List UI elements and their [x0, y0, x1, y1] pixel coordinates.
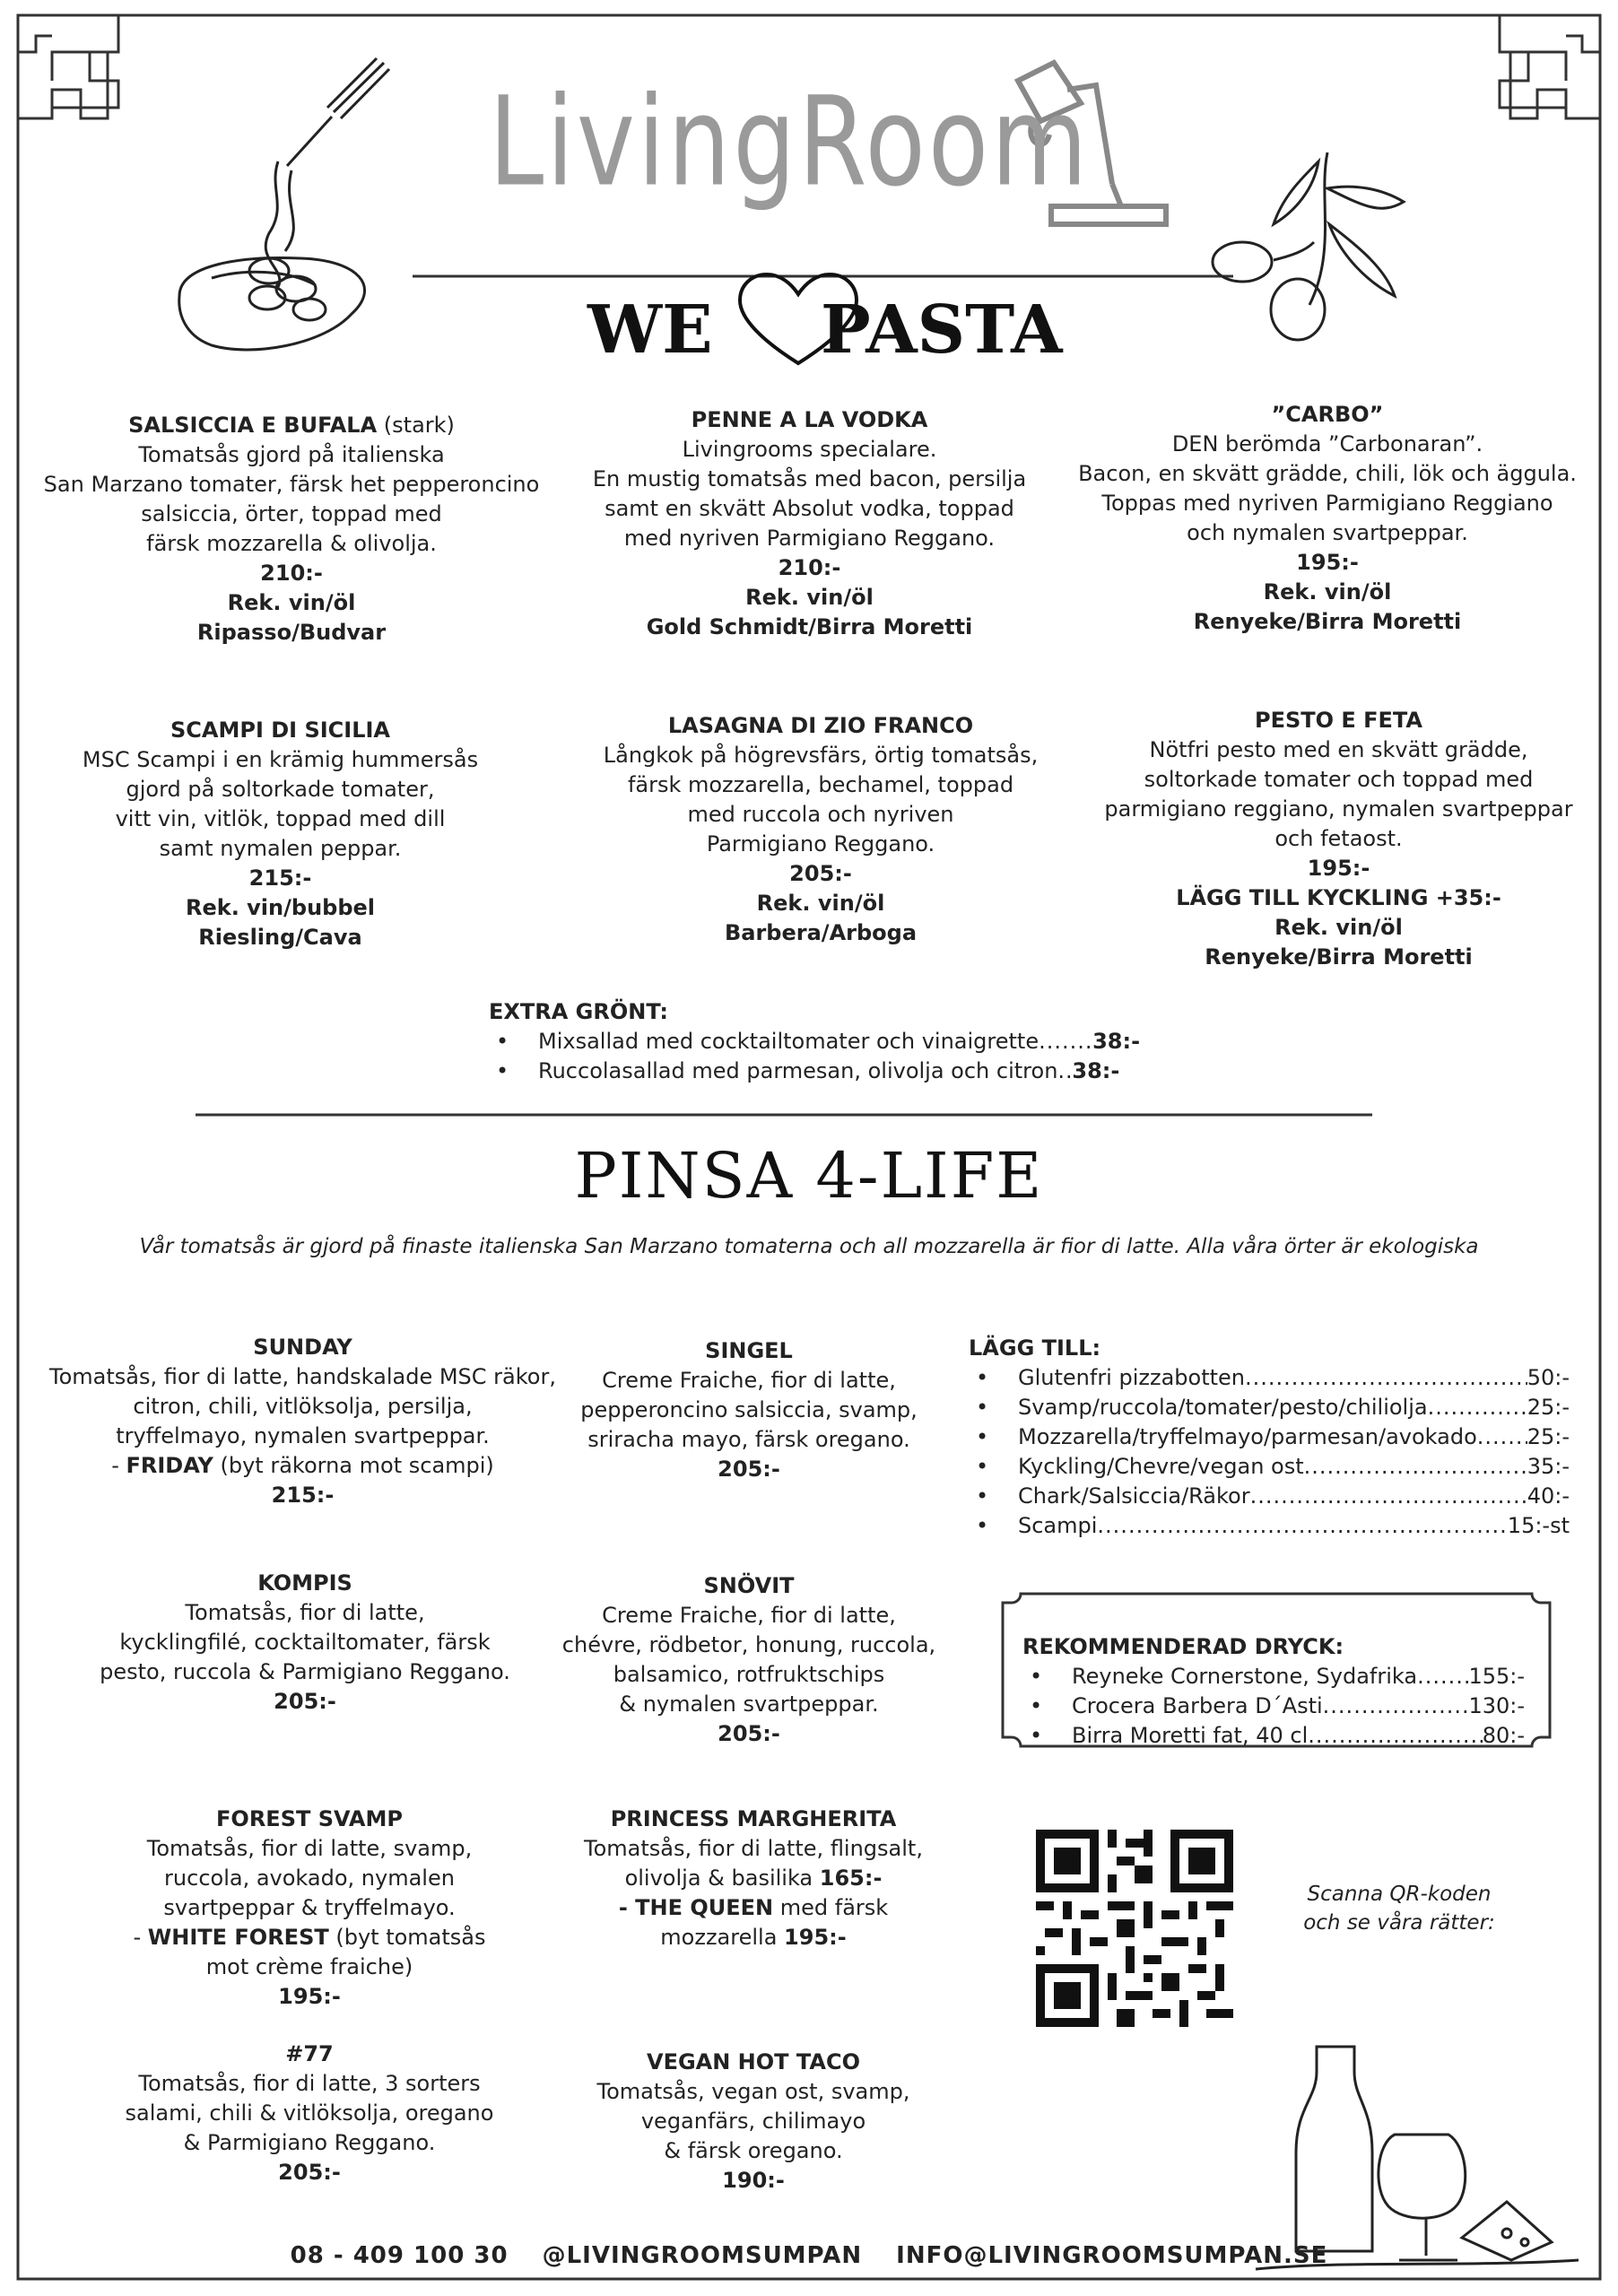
dish-desc: Livingrooms specialare. — [682, 437, 937, 462]
list-item — [969, 1482, 1570, 1511]
extra-greens-title: EXTRA GRÖNT: — [489, 999, 669, 1024]
wine-pairing: Renyeke/Birra Moretti — [1205, 944, 1473, 970]
item-label: • Chark/Salsiccia/Räkor — [1018, 1483, 1250, 1509]
variant-text-line2: mot crème fraiche) — [205, 1954, 413, 1979]
dish-desc: Tomatsås, fior di latte, flingsalt, — [584, 1836, 923, 1861]
pasta-plate-illustration — [179, 58, 389, 350]
dish-desc: kycklingfilé, cocktailtomater, färsk — [119, 1630, 491, 1655]
wine-pairing: Gold Schmidt/Birra Moretti — [646, 614, 973, 639]
bottle-glass-illustration — [1256, 2047, 1579, 2269]
dish-desc: med ruccola och nyriven — [687, 802, 954, 827]
pinsa-dish-snovit — [547, 1571, 951, 1749]
dish-desc: DEN berömda ”Carbonaran”. — [1171, 431, 1483, 457]
wine-pairing: Renyeke/Birra Moretti — [1193, 609, 1462, 634]
dish-name: #77 — [285, 2041, 334, 2066]
dish-desc: soltorkade tomater och toppad med — [1144, 767, 1534, 792]
pinsa-intro: Vår tomatsås är gjord på finaste italienska San Marzano tomaterna och all mozzarella är fior di latte. Alla våra örter är ekologiska — [139, 1235, 1479, 1258]
dish-desc: En mustig tomatsås med bacon, persilja — [592, 466, 1027, 491]
dish-name: SINGEL — [705, 1338, 793, 1363]
item-price: 25:- — [1527, 1424, 1570, 1449]
variant-name: WHITE FOREST — [147, 1925, 329, 1950]
dish-desc: ruccola, avokado, nymalen — [164, 1866, 455, 1891]
qr-code[interactable] — [1036, 1830, 1233, 2027]
dish-price: 215:- — [248, 865, 312, 891]
item-label: • Svamp/ruccola/tomater/pesto/chiliolja — [1018, 1395, 1428, 1420]
qr-caption-line2: och se våra rätter: — [1303, 1911, 1495, 1935]
dish-price: 210:- — [778, 555, 841, 580]
olive-branch-illustration — [1213, 152, 1404, 340]
dish-price: 205:- — [274, 1689, 336, 1714]
wine-label: Rek. vin/öl — [745, 585, 874, 610]
footer-instagram[interactable]: @LIVINGROOMSUMPAN — [542, 2242, 863, 2269]
variant-text: med färsk — [773, 1895, 889, 1920]
footer-phone[interactable]: 08 - 409 100 30 — [290, 2242, 509, 2269]
pasta-dish-penne — [552, 405, 1067, 642]
wine-label: Rek. vin/bubbel — [185, 895, 376, 920]
addons-title: LÄGG TILL: — [969, 1335, 1101, 1361]
list-item — [969, 1363, 1570, 1393]
dish-desc: vitt vin, vitlök, toppad med dill — [115, 806, 446, 831]
dish-desc: olivolja & basilika — [624, 1866, 820, 1891]
dish-desc: samt nymalen peppar. — [159, 836, 402, 861]
dish-desc: & nymalen svartpeppar. — [619, 1692, 879, 1717]
drinks-title: REKOMMENDERAD DRYCK: — [1022, 1634, 1344, 1659]
dish-desc: pepperoncino salsiccia, svamp, — [580, 1397, 918, 1422]
dish-desc: balsamico, rotfruktschips — [613, 1662, 885, 1687]
wine-pairing: Riesling/Cava — [198, 925, 362, 950]
dish-desc: Tomatsås gjord på italienska — [138, 442, 445, 467]
dish-name: FOREST SVAMP — [216, 1806, 403, 1831]
pasta-dish-pesto — [1081, 706, 1596, 972]
variant-name: - THE QUEEN — [618, 1895, 774, 1920]
pasta-dish-salsiccia — [36, 411, 547, 648]
wine-pairing: Ripasso/Budvar — [196, 620, 387, 645]
item-label: • Reyneke Cornerstone, Sydafrika — [1072, 1664, 1418, 1689]
item-price: 38:- — [1092, 1029, 1141, 1054]
dish-price: 205:- — [278, 2160, 341, 2185]
dish-name: PENNE A LA VODKA — [691, 407, 928, 432]
pinsa-dish-kompis — [72, 1569, 538, 1717]
list-item — [1022, 1662, 1525, 1692]
dish-name: PRINCESS MARGHERITA — [610, 1806, 897, 1831]
dish-name: ”CARBO” — [1271, 402, 1384, 427]
dish-desc: med nyriven Parmigiano Reggano. — [623, 526, 996, 551]
dish-name: PESTO E FETA — [1254, 708, 1423, 733]
pasta-dish-lasagna — [552, 711, 1090, 948]
qr-caption — [1274, 1880, 1525, 1937]
item-label: • Kyckling/Chevre/vegan ost — [1018, 1454, 1304, 1479]
dish-name: SNÖVIT — [703, 1573, 795, 1598]
dish-desc: och nymalen svartpeppar. — [1187, 520, 1468, 545]
dish-desc: citron, chili, vitlöksolja, persilja, — [133, 1394, 473, 1419]
dish-price: 205:- — [789, 861, 852, 886]
wine-label: Rek. vin/öl — [756, 891, 885, 916]
dish-tag: (stark) — [383, 413, 455, 438]
pasta-heading-right: PASTA — [821, 291, 1063, 369]
dish-desc: veganfärs, chilimayo — [640, 2109, 866, 2134]
list-item — [969, 1452, 1570, 1482]
list-item — [489, 1027, 1141, 1057]
dish-desc: pesto, ruccola & Parmigiano Reggano. — [100, 1659, 510, 1684]
pinsa-dish-sunday — [36, 1333, 570, 1510]
dish-name: LASAGNA DI ZIO FRANCO — [667, 713, 974, 738]
dish-price: 205:- — [718, 1721, 780, 1746]
wine-label: Rek. vin/öl — [1274, 915, 1403, 940]
dish-desc: San Marzano tomater, färsk het pepperoncino — [43, 472, 540, 497]
pinsa-addons — [969, 1334, 1570, 1541]
dish-name: VEGAN HOT TACO — [647, 2049, 860, 2074]
dish-desc: Tomatsås, fior di latte, 3 sorters — [138, 2071, 481, 2096]
item-label: • Mixsallad med cocktailtomater och vinaigrette — [538, 1029, 1040, 1054]
wine-label: Rek. vin/öl — [1263, 579, 1392, 604]
pasta-heading-left: WE — [587, 291, 713, 369]
dish-desc: Creme Fraiche, fior di latte, — [602, 1368, 896, 1393]
item-price: 40:- — [1527, 1483, 1570, 1509]
pinsa-dish-vegan-hot-taco — [556, 2048, 951, 2196]
item-label: • Glutenfri pizzabotten — [1018, 1365, 1245, 1390]
item-label: • Birra Moretti fat, 40 cl — [1072, 1723, 1309, 1748]
dish-desc: gjord på soltorkade tomater, — [126, 777, 435, 802]
item-price: 130:- — [1468, 1693, 1525, 1718]
item-price: 38:- — [1072, 1058, 1120, 1083]
dish-price: 195:- — [1307, 856, 1370, 881]
brand-logo: LivingRoom — [489, 70, 1091, 213]
variant-prefix: - — [133, 1925, 148, 1950]
list-item — [489, 1057, 1135, 1086]
dish-price: 165:- — [819, 1866, 883, 1891]
pinsa-dish-forest-svamp — [99, 1805, 520, 2012]
footer-email[interactable]: INFO@LIVINGROOMSUMPAN.SE — [896, 2242, 1328, 2269]
dish-desc: MSC Scampi i en krämig hummersås — [82, 747, 479, 772]
wine-label: Rek. vin/öl — [227, 590, 356, 615]
dish-desc: Creme Fraiche, fior di latte, — [602, 1603, 896, 1628]
item-price: 155:- — [1468, 1664, 1525, 1689]
dish-desc: salsiccia, örter, toppad med — [141, 501, 442, 526]
pinsa-dish-princess-margherita — [538, 1805, 969, 1952]
dish-name: SUNDAY — [253, 1335, 352, 1360]
dish-desc: och fetaost. — [1274, 826, 1403, 851]
list-item — [969, 1422, 1570, 1452]
dish-desc: Nötfri pesto med en skvätt grädde, — [1149, 737, 1528, 762]
dish-price: 210:- — [260, 561, 323, 586]
pinsa-dish-77 — [90, 2039, 529, 2187]
dish-desc: parmigiano reggiano, nymalen svartpeppar — [1104, 796, 1573, 822]
dish-desc: samt en skvätt Absolut vodka, toppad — [605, 496, 1014, 521]
variant-name: FRIDAY — [126, 1453, 213, 1478]
dish-desc: Parmigiano Reggano. — [706, 831, 935, 857]
dish-desc: färsk mozzarella, bechamel, toppad — [627, 772, 1014, 797]
pinsa-heading: PINSA 4-LIFE — [574, 1139, 1044, 1213]
item-label: • Crocera Barbera D´Asti — [1072, 1693, 1323, 1718]
dish-price: 195:- — [278, 1984, 341, 2009]
variant-price: 195:- — [784, 1925, 847, 1950]
variant-text: mozzarella — [660, 1925, 785, 1950]
dish-price: 205:- — [718, 1457, 780, 1482]
dish-desc: Bacon, en skvätt grädde, chili, lök och äggula. — [1078, 461, 1577, 486]
dish-desc: salami, chili & vitlöksolja, oregano — [125, 2100, 494, 2126]
list-item — [969, 1511, 1570, 1541]
dish-desc: & Parmigiano Reggano. — [183, 2130, 436, 2155]
wine-pairing: Barbera/Arboga — [724, 920, 918, 945]
recommended-drinks — [1022, 1632, 1525, 1751]
item-label: • Scampi — [1018, 1513, 1098, 1538]
dish-desc: Tomatsås, fior di latte, svamp, — [146, 1836, 473, 1861]
item-price: 80:- — [1482, 1723, 1525, 1748]
dish-desc: Tomatsås, fior di latte, handskalade MSC räkor, — [49, 1364, 556, 1389]
pasta-dish-scampi — [36, 716, 525, 952]
item-label: • Mozzarella/tryffelmayo/parmesan/avokado — [1018, 1424, 1477, 1449]
dish-price: 195:- — [1296, 550, 1359, 575]
qr-caption-line1: Scanna QR-koden — [1307, 1883, 1492, 1906]
pinsa-dish-singel — [556, 1336, 942, 1484]
dish-extra: LÄGG TILL KYCKLING +35:- — [1176, 885, 1501, 910]
variant-prefix: - — [111, 1453, 126, 1478]
item-price: 25:- — [1527, 1395, 1570, 1420]
dish-price: 215:- — [271, 1483, 335, 1508]
dish-name: KOMPIS — [257, 1570, 352, 1596]
item-price: 50:- — [1527, 1365, 1570, 1390]
dish-desc: chévre, rödbetor, honung, ruccola, — [561, 1632, 936, 1657]
dish-name: SCAMPI DI SICILIA — [170, 718, 390, 743]
dish-desc: tryffelmayo, nymalen svartpeppar. — [116, 1423, 490, 1448]
item-label: • Ruccolasallad med parmesan, olivolja och citron — [538, 1058, 1058, 1083]
dish-name: SALSICCIA E BUFALA — [128, 413, 378, 438]
pasta-dish-carbo — [1072, 400, 1583, 637]
dish-desc: svartpeppar & tryffelmayo. — [163, 1895, 456, 1920]
list-item — [1022, 1692, 1525, 1721]
dish-price: 190:- — [722, 2168, 785, 2193]
dish-desc: sriracha mayo, färsk oregano. — [587, 1427, 910, 1452]
list-item — [969, 1393, 1570, 1422]
item-price: 35:- — [1527, 1454, 1570, 1479]
dish-desc: & färsk oregano. — [664, 2138, 843, 2163]
dish-desc: Toppas med nyriven Parmigiano Reggiano — [1101, 491, 1553, 516]
list-item — [1022, 1721, 1525, 1751]
dish-desc: Tomatsås, fior di latte, — [185, 1600, 425, 1625]
variant-text: (byt tomatsås — [328, 1925, 486, 1950]
extra-greens — [489, 997, 1141, 1086]
dish-desc: Långkok på högrevsfärs, örtig tomatsås, — [603, 743, 1039, 768]
footer-contact — [0, 2242, 1618, 2269]
item-price: 15:-st — [1507, 1513, 1570, 1538]
dish-desc: Tomatsås, vegan ost, svamp, — [596, 2079, 910, 2104]
dish-desc: färsk mozzarella & olivolja. — [146, 531, 437, 556]
variant-text: (byt räkorna mot scampi) — [213, 1453, 494, 1478]
